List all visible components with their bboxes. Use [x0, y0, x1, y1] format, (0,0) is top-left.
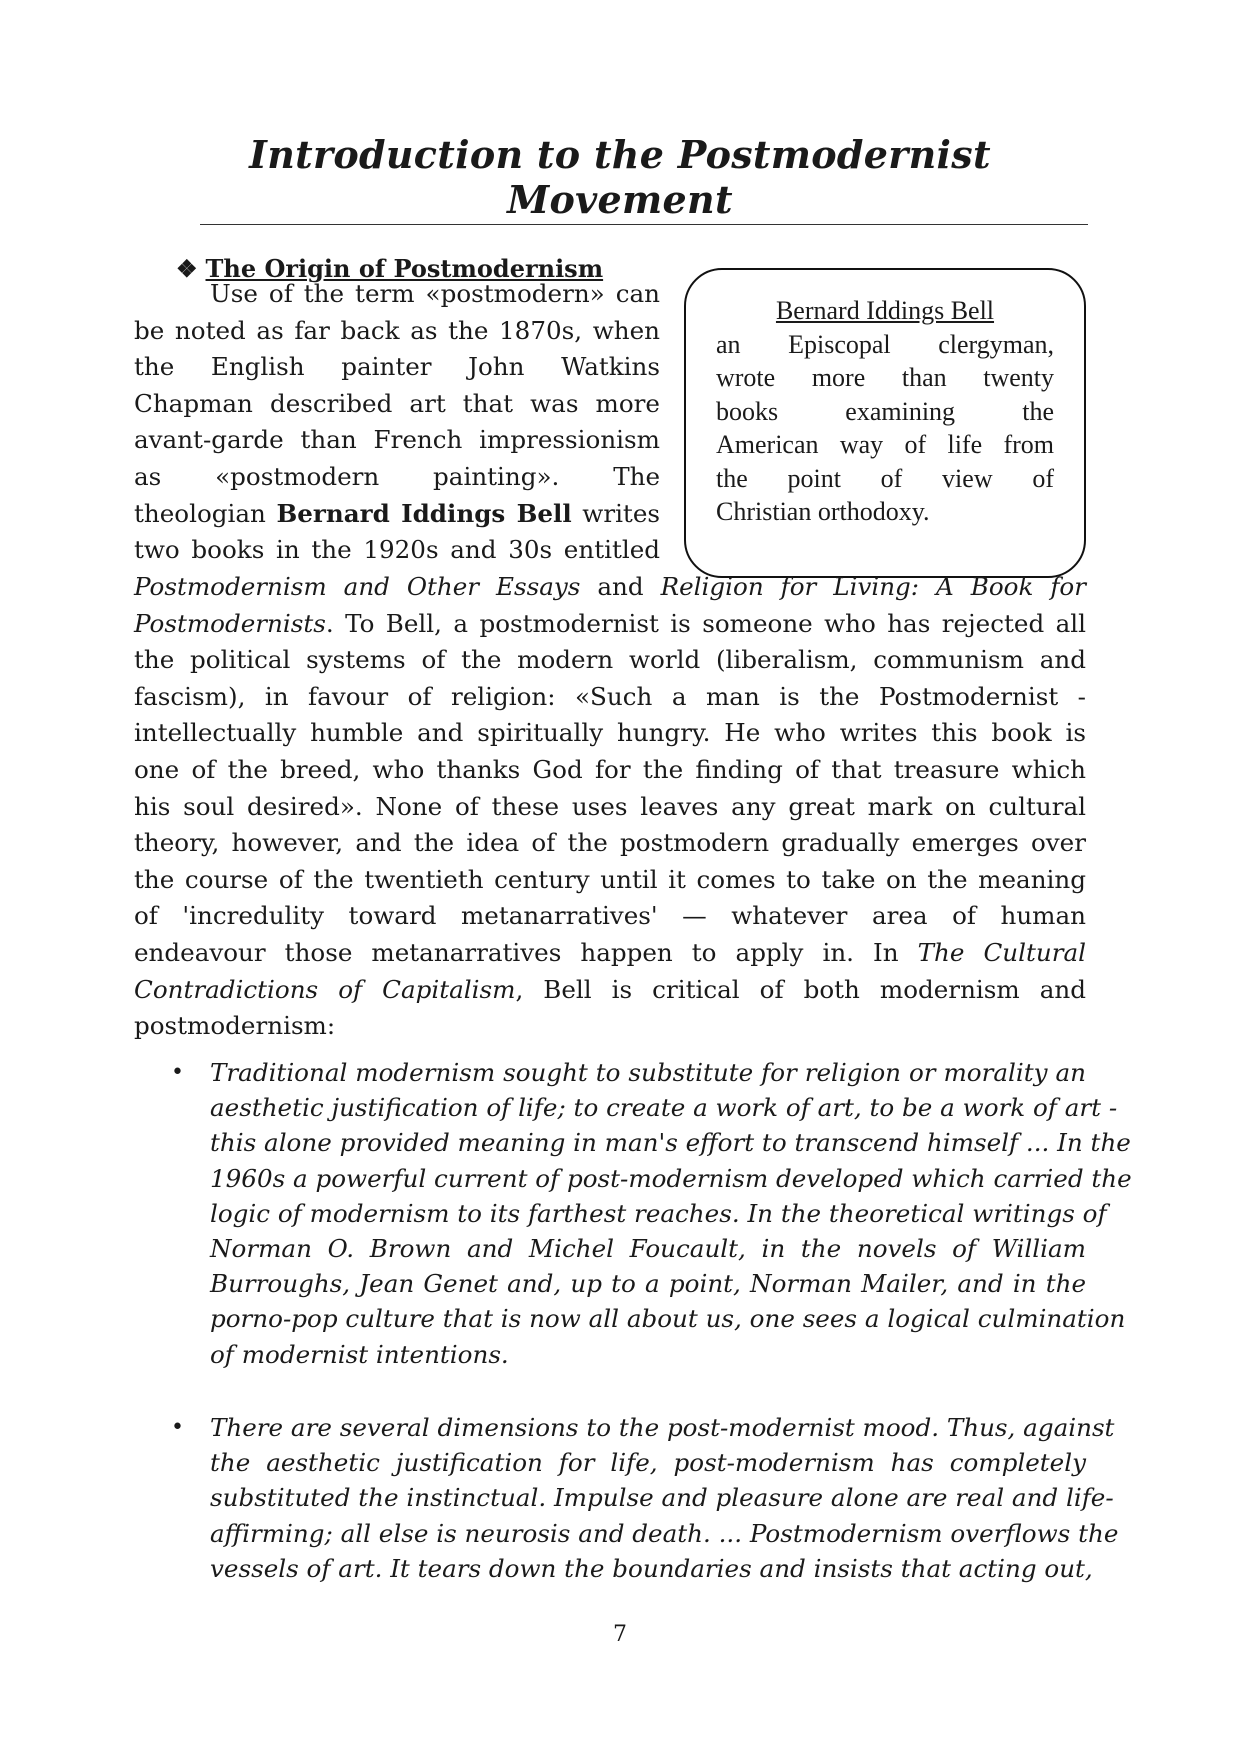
paragraph-line: Use of the term «postmodern» can	[210, 279, 660, 308]
quote-line: Traditional modernism sought to substitute for religion or morality an	[210, 1058, 1086, 1087]
paragraph-line: the political systems of the modern world (liberalism, communism and	[134, 645, 1086, 675]
bell-name-bold: Bernard Iddings Bell	[276, 498, 572, 528]
quote-line: There are several dimensions to the post-modernist mood. Thus, against	[210, 1413, 1115, 1442]
quote-line: this alone provided meaning in man's effort to transcend himself ... In the	[210, 1128, 1131, 1158]
paragraph-line: the course of the twentieth century until it comes to take on the meaning	[134, 864, 1086, 894]
bullet-icon: •	[171, 1060, 184, 1085]
bullet-icon: •	[171, 1415, 184, 1440]
main-paragraph	[134, 569, 1086, 1045]
callout-line: the point of view of	[716, 463, 1054, 493]
paragraph-line: postmodernism:	[134, 1011, 336, 1041]
paragraph-line: two books in the 1920s and 30s entitled	[134, 535, 660, 565]
quote-line: the aesthetic justification for life, post-modernism has completely	[210, 1448, 1086, 1478]
paragraph-line: endeavour those metanarratives happen to apply in. In The Cultural	[134, 937, 1086, 967]
quote-item	[160, 1410, 1119, 1586]
page-title: Introduction to the Postmodernist Movement	[249, 132, 991, 222]
bell-callout-box	[684, 268, 1086, 578]
quote-line: of modernist intentions.	[210, 1339, 509, 1369]
callout-line: American way of life from	[716, 430, 1054, 459]
paragraph-line: Postmodernism and Other Essays and Religion for Living: A Book for	[134, 572, 1086, 601]
paragraph-line: avant-garde than French impressionism	[134, 425, 660, 455]
quote-line: aesthetic justification of life; to create a work of art, to be a work of art -	[210, 1093, 1118, 1123]
paragraph-line: one of the breed, who thanks God for the finding of that treasure which	[134, 754, 1086, 784]
page-number: 7	[613, 1622, 627, 1647]
quote-line: vessels of art. It tears down the boundaries and insists that acting out,	[210, 1553, 1093, 1583]
quote-line: substituted the instinctual. Impulse and pleasure alone are real and life-	[210, 1483, 1114, 1513]
paragraph-line: Chapman described art that was more	[134, 388, 660, 418]
callout-line: an Episcopal clergyman,	[716, 329, 1054, 359]
quote-line: affirming; all else is neurosis and death. ... Postmodernism overflows the	[210, 1518, 1119, 1548]
quote-line: porno-pop culture that is now all about us, one sees a logical culmination	[210, 1304, 1126, 1334]
paragraph-line: Contradictions of Capitalism, Bell is critical of both modernism and	[134, 974, 1086, 1004]
paragraph-line: Postmodernists. To Bell, a postmodernist is someone who has rejected all	[134, 608, 1086, 638]
callout-line: wrote more than twenty	[716, 363, 1054, 392]
quote-line: logic of modernism to its farthest reaches. In the theoretical writings of	[210, 1198, 1107, 1228]
callout-line: books examining the	[716, 396, 1054, 426]
quote-line: Burroughs, Jean Genet and, up to a point, Norman Mailer, and in the	[210, 1269, 1086, 1299]
quote-item	[160, 1055, 1132, 1372]
paragraph-line: the English painter John Watkins	[134, 352, 660, 382]
paragraph-line: fascism), in favour of religion: «Such a man is the Postmodernist -	[134, 681, 1086, 711]
quote-line: 1960s a powerful current of post-modernism developed which carried the	[210, 1163, 1132, 1193]
paragraph-line: theory, however, and the idea of the postmodern gradually emerges over	[134, 828, 1086, 858]
paragraph-line: intellectually humble and spiritually hungry. He who writes this book is	[134, 718, 1086, 748]
title-divider	[200, 224, 1088, 225]
paragraph-line: theologian Bernard Iddings Bell writes	[134, 498, 660, 528]
quote-list	[160, 1055, 1132, 1372]
quote-list	[160, 1410, 1119, 1586]
callout-title: Bernard Iddings Bell	[775, 296, 995, 325]
paragraph-line: of 'incredulity toward metanarratives' — whatever area of human	[134, 901, 1086, 931]
paragraph-line: his soul desired». None of these uses leaves any great mark on cultural	[134, 791, 1086, 821]
section-heading-text: The Origin of Postmodernism	[205, 254, 604, 283]
diamond-bullet-icon: ❖	[176, 254, 198, 283]
paragraph-line: be noted as far back as the 1870s, when	[134, 315, 660, 345]
quote-line: Norman O. Brown and Michel Foucault, in the novels of William	[210, 1233, 1086, 1263]
callout-line: Christian orthodoxy.	[716, 497, 930, 526]
paragraph-line: as «postmodern painting». The	[134, 461, 660, 491]
